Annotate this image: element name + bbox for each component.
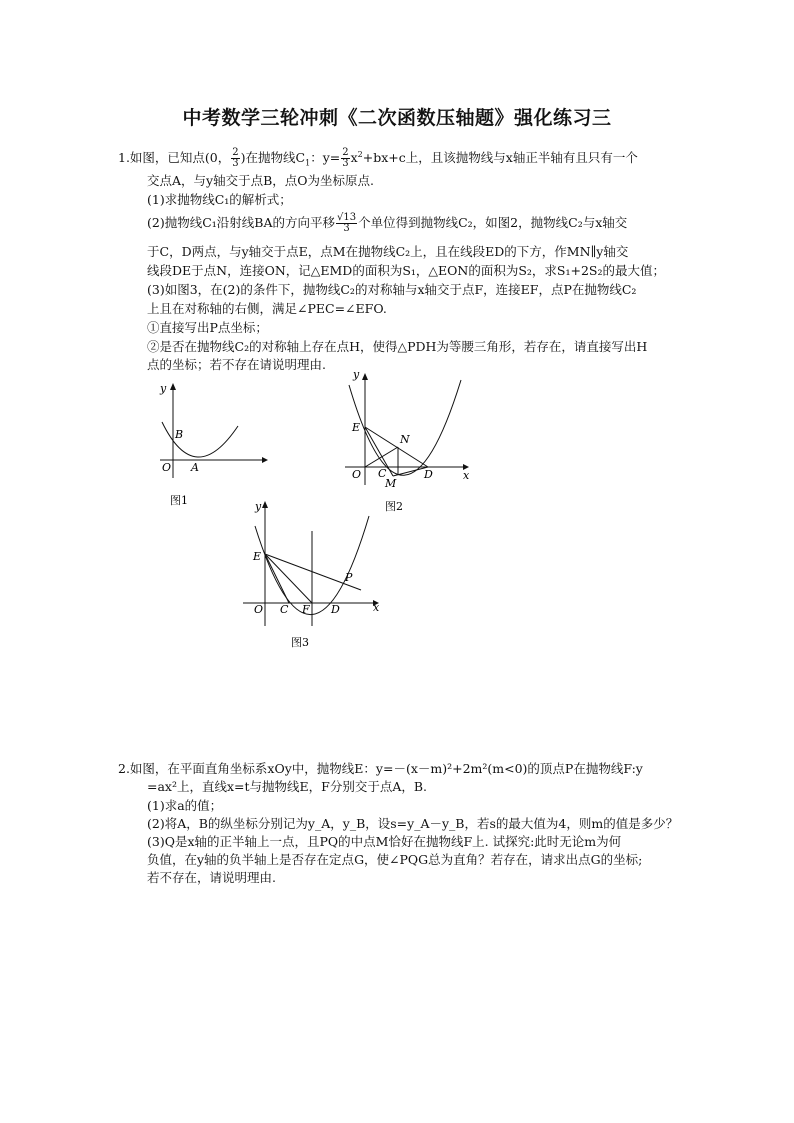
page-title: 中考数学三轮冲刺《二次函数压轴题》强化练习三 bbox=[182, 107, 612, 129]
fraction: $\frac{2}{3}$ bbox=[232, 147, 239, 170]
q1-line-3: (1)求抛物线C₁的解析式； bbox=[147, 192, 292, 207]
point-c-label: C bbox=[280, 603, 289, 616]
q1-line-5: 于C，D两点，与y轴交于点E，点M在抛物线C₂上，且在线段ED的下方，作MN∥y轴交 bbox=[147, 244, 629, 259]
q1-text: 个单位得到抛物线C₂，如图2，抛物线C₂与x轴交 bbox=[358, 215, 628, 230]
q1-line-7: (3)如图3，在(2)的条件下，抛物线C₂的对称轴与x轴交于点F，连接EF，点P在抛物线C₂ bbox=[147, 282, 637, 297]
figure-3-caption: 图3 bbox=[291, 636, 309, 649]
q1-line-6: 线段DE于点N，连接ON，记△EMD的面积为S₁，△EON的面积为S₂，求S₁+2S₂的最大值； bbox=[147, 263, 665, 278]
q1-text: (2)抛物线C₁沿射线BA的方向平移 bbox=[147, 215, 335, 230]
origin-label: O bbox=[162, 461, 172, 474]
point-b-label: B bbox=[175, 428, 184, 441]
q1-line-8: 上且在对称轴的右侧，满足∠PEC=∠EFO. bbox=[147, 301, 387, 316]
q2-line-7: 若不存在，请说明理由. bbox=[147, 870, 276, 885]
x-label: x bbox=[463, 469, 470, 482]
origin-label: O bbox=[254, 603, 264, 616]
q1-line-1: 1.如图，已知点(0， $\frac{2}{3}$ )在抛物线$C_1$：y= $\frac{2}{3}$ $x^2+bx+c$上，且该抛物线与x轴正半轴有且只有一个 bbox=[118, 147, 638, 170]
q1-line-10: ②是否在抛物线C₂的对称轴上存在点H，使得△PDH为等腰三角形，若存在，请直接写出H bbox=[147, 339, 648, 354]
q1-line-2: 交点A，与y轴交于点B，点O为坐标原点. bbox=[147, 173, 374, 188]
fraction: $\frac{2}{3}$ bbox=[342, 147, 349, 170]
figure-2-caption: 图2 bbox=[385, 500, 403, 513]
y-axis-arrow-icon bbox=[262, 501, 268, 508]
segment-ef bbox=[265, 554, 312, 603]
q2-line-2: =ax²上，直线x=t与抛物线E，F分别交于点A，B. bbox=[147, 779, 428, 794]
figure-2 bbox=[335, 370, 480, 515]
q1-line-4 bbox=[147, 213, 627, 234]
q2-line-3: (1)求a的值； bbox=[147, 798, 223, 813]
point-e-label: E bbox=[253, 550, 262, 563]
point-d-label: D bbox=[424, 468, 433, 481]
y-label: y bbox=[160, 382, 167, 395]
point-f-label: F bbox=[302, 603, 310, 616]
point-n-label: N bbox=[400, 433, 410, 446]
x-label: x bbox=[373, 601, 380, 614]
point-e-label: E bbox=[352, 421, 361, 434]
point-d-label: D bbox=[331, 603, 340, 616]
q2-line-5: (3)Q是x轴的正半轴上一点，且PQ的中点M恰好在抛物线F上. 试探究:此时无论m为何 bbox=[147, 834, 622, 849]
point-m-label: M bbox=[385, 477, 397, 490]
q1-text: +bx+c上，且该抛物线与x轴正半轴有且只有一个 bbox=[362, 150, 638, 166]
figure-1 bbox=[140, 378, 270, 513]
y-axis-arrow-icon bbox=[170, 383, 176, 390]
segment-on bbox=[365, 447, 398, 467]
q1-line-9: ①直接写出P点坐标； bbox=[147, 320, 268, 335]
q1-line-11: 点的坐标；若不存在请说明理由. bbox=[147, 357, 326, 372]
q1-text: 1.如图，已知点(0， bbox=[118, 150, 231, 166]
y-label: y bbox=[255, 500, 262, 513]
q2-line-6: 负值，在y轴的负半轴上是否存在定点G，使∠PQG总为直角？若存在，请求出点G的坐标; bbox=[147, 852, 643, 867]
y-axis-arrow-icon bbox=[362, 373, 368, 380]
figure-3 bbox=[235, 496, 390, 651]
point-a-label: A bbox=[191, 461, 199, 474]
q1-text: )在抛物线C bbox=[240, 150, 306, 166]
x-axis-arrow-icon bbox=[262, 457, 268, 463]
q2-line-4: (2)将A，B的纵坐标分别记为y_A，y_B，设s=y_A－y_B，若s的最大值为4，则m的值是多少？ bbox=[147, 816, 679, 831]
origin-label: O bbox=[352, 468, 362, 481]
point-c-label: C bbox=[378, 467, 387, 480]
point-p-label: P bbox=[345, 571, 353, 584]
y-label: y bbox=[353, 370, 360, 381]
q1-text: ：y= bbox=[310, 150, 341, 166]
fraction: $\frac{√13}{3}$ bbox=[337, 212, 357, 234]
figure-1-caption: 图1 bbox=[170, 494, 188, 507]
q1-text: x bbox=[350, 150, 358, 166]
q2-line-1: 2.如图，在平面直角坐标系xOy中，抛物线E：y=－(x－m)²+2m²(m<0)的顶点P在抛物线F:y bbox=[118, 761, 643, 776]
